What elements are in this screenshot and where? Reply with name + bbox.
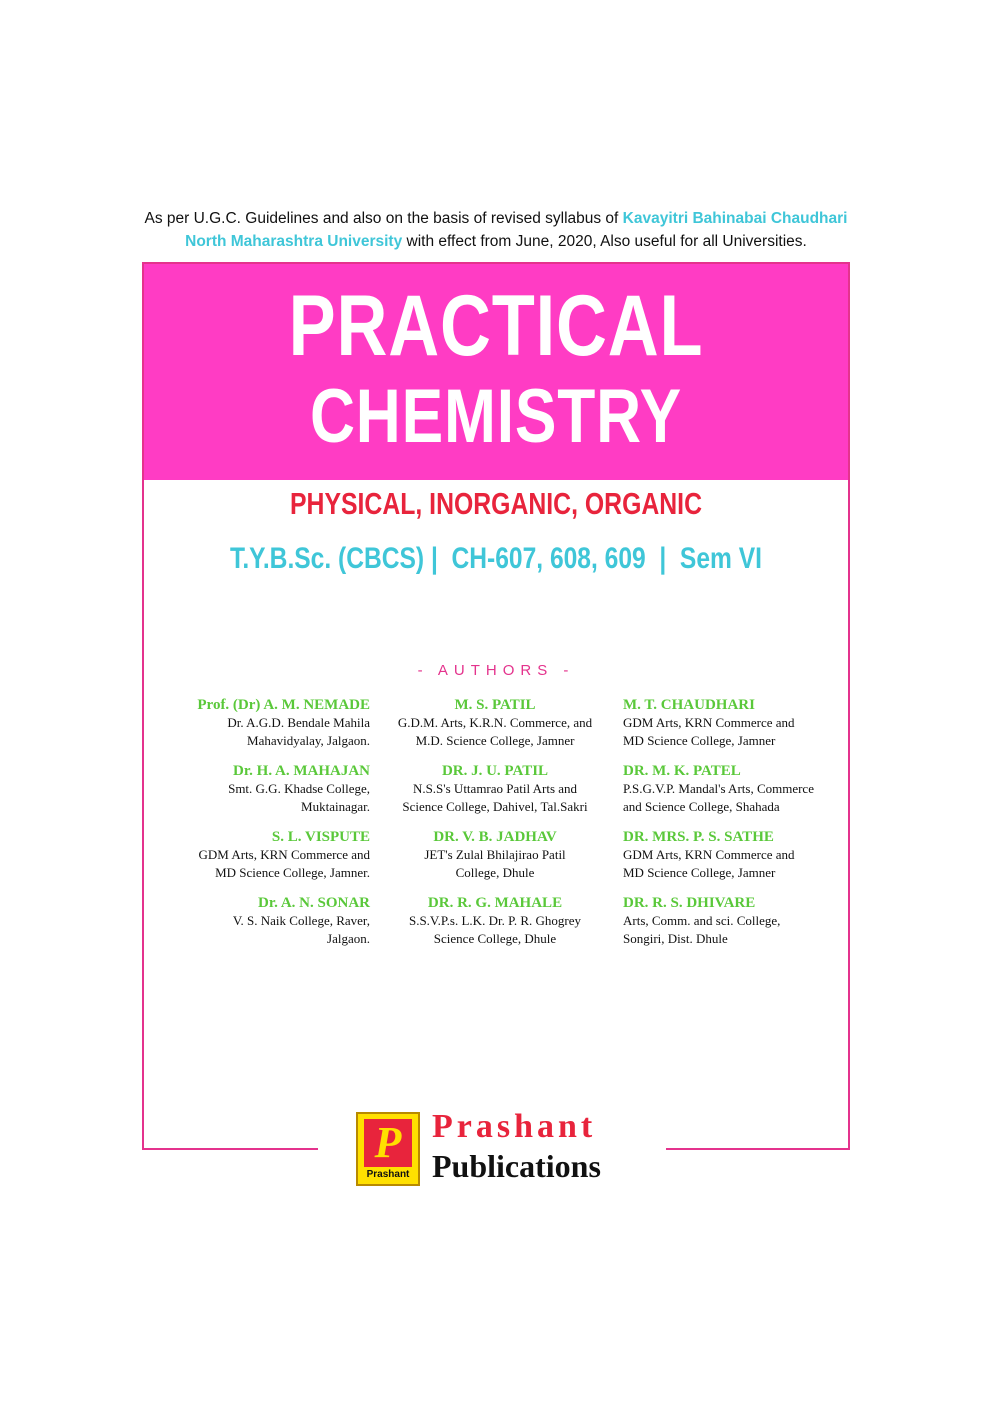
author-entry bbox=[380, 762, 610, 828]
frame-bottom-right-line bbox=[666, 1148, 850, 1150]
publisher-name-line-1: Prashant bbox=[432, 1108, 597, 1145]
author-name: Prof. (Dr) A. M. NEMADE bbox=[197, 697, 370, 713]
author-entry bbox=[623, 894, 853, 960]
subtitle: PHYSICAL, INORGANIC, ORGANIC bbox=[290, 486, 702, 521]
author-affiliation: Dr. A.G.D. Bendale Mahila Mahavidyalay, Jalgaon. bbox=[227, 715, 370, 748]
publisher-logo bbox=[356, 1112, 420, 1186]
authors-column-right bbox=[623, 696, 853, 960]
syllabus-note-suffix: with effect from June, 2020, Also useful for all Universities. bbox=[402, 233, 807, 250]
author-affiliation: S.S.V.P.s. L.K. Dr. P. R. Ghogrey Science College, Dhule bbox=[408, 913, 582, 946]
author-affiliation: N.S.S's Uttamrao Patil Arts and Science College, Dahivel, Tal.Sakri bbox=[402, 781, 588, 814]
university-name-part1: Kavayitri Bahinabai Chaudhari bbox=[622, 210, 848, 227]
author-entry bbox=[140, 894, 370, 960]
author-entry bbox=[380, 828, 610, 894]
author-entry bbox=[623, 762, 853, 828]
publisher-logo-mark-icon: P bbox=[364, 1119, 412, 1167]
author-entry bbox=[140, 762, 370, 828]
author-affiliation: V. S. Naik College, Raver, Jalgaon. bbox=[232, 913, 370, 946]
course-line: T.Y.B.Sc. (CBCS) | CH-607, 608, 609 | Sem VI bbox=[230, 542, 762, 575]
syllabus-note-prefix: As per U.G.C. Guidelines and also on the basis of revised syllabus of bbox=[144, 210, 623, 227]
author-name: DR. R. G. MAHALE bbox=[427, 895, 563, 911]
author-entry bbox=[140, 828, 370, 894]
syllabus-note bbox=[80, 207, 912, 253]
author-name: DR. J. U. PATIL bbox=[441, 763, 549, 779]
author-affiliation: G.D.M. Arts, K.R.N. Commerce, and M.D. Science College, Jamner bbox=[397, 715, 593, 748]
author-name: Dr. A. N. SONAR bbox=[258, 895, 370, 911]
author-affiliation: P.S.G.V.P. Mandal's Arts, Commerce and Science College, Shahada bbox=[623, 781, 814, 814]
author-name: DR. M. K. PATEL bbox=[623, 763, 741, 779]
author-entry bbox=[623, 828, 853, 894]
authors-column-middle bbox=[380, 696, 610, 960]
author-name: M. T. CHAUDHARI bbox=[623, 697, 755, 713]
authors-heading: - AUTHORS - bbox=[417, 662, 575, 679]
title-banner bbox=[144, 264, 848, 480]
author-name: DR. MRS. P. S. SATHE bbox=[623, 829, 774, 845]
publisher-name-line-2: Publications bbox=[432, 1148, 601, 1184]
title-line-1: PRACTICAL bbox=[288, 278, 704, 374]
author-affiliation: GDM Arts, KRN Commerce and MD Science College, Jamner bbox=[623, 715, 795, 748]
title-line-2: CHEMISTRY bbox=[309, 374, 683, 459]
publisher-logo-word: Prashant bbox=[366, 1169, 410, 1180]
author-name: DR. R. S. DHIVARE bbox=[623, 895, 756, 911]
author-affiliation: Smt. G.G. Khadse College, Muktainagar. bbox=[228, 781, 370, 814]
author-name: S. L. VISPUTE bbox=[271, 829, 370, 845]
university-name-part2: North Maharashtra University bbox=[185, 233, 403, 250]
author-entry bbox=[140, 696, 370, 762]
author-affiliation: JET's Zulal Bhilajirao Patil College, Dhule bbox=[424, 847, 566, 880]
author-affiliation: Arts, Comm. and sci. College, Songiri, Dist. Dhule bbox=[623, 913, 781, 946]
author-entry bbox=[380, 696, 610, 762]
author-name: DR. V. B. JADHAV bbox=[433, 829, 557, 845]
author-name: M. S. PATIL bbox=[454, 697, 536, 713]
authors-column-left bbox=[140, 696, 370, 960]
author-affiliation: GDM Arts, KRN Commerce and MD Science College, Jamner. bbox=[198, 847, 370, 880]
frame-bottom-left-line bbox=[142, 1148, 318, 1150]
author-name: Dr. H. A. MAHAJAN bbox=[233, 763, 370, 779]
author-entry bbox=[380, 894, 610, 960]
author-entry bbox=[623, 696, 853, 762]
author-affiliation: GDM Arts, KRN Commerce and MD Science College, Jamner bbox=[623, 847, 795, 880]
